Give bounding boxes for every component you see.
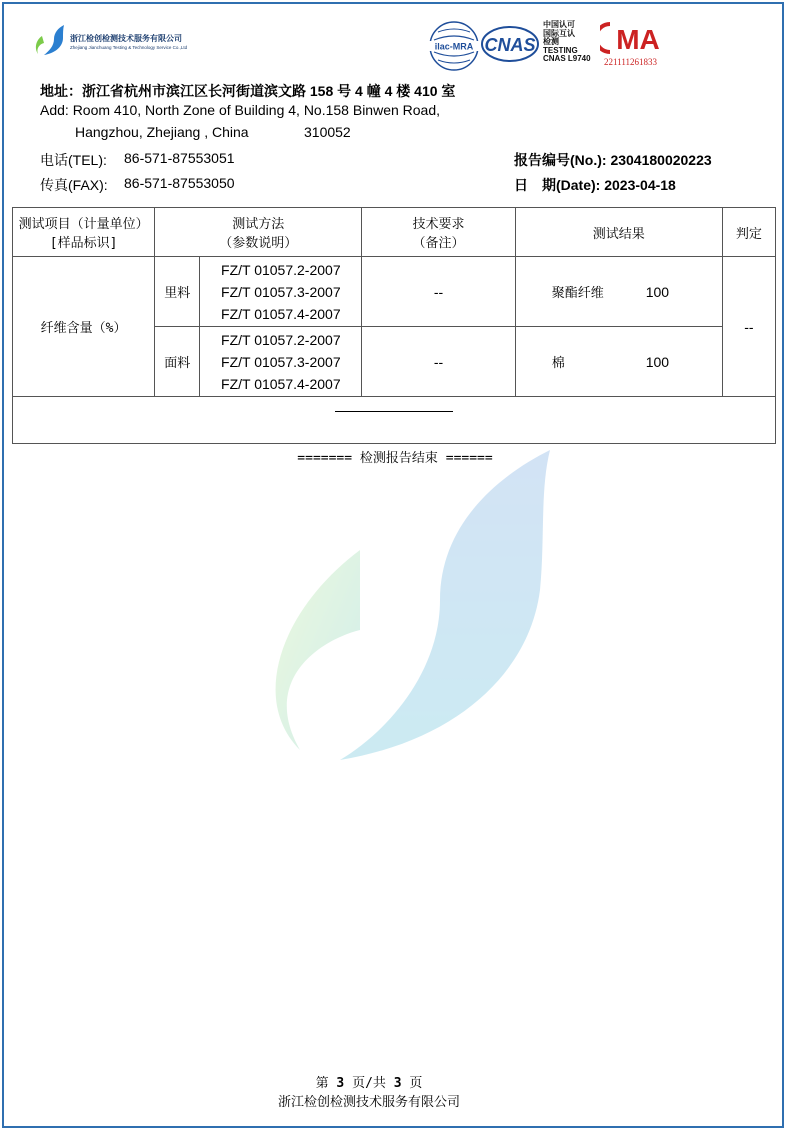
cnas-label: CNAS — [484, 35, 536, 55]
method-cell — [200, 257, 362, 327]
ilac-mra-logo — [428, 20, 480, 72]
cnas-text-line: 检测 — [543, 37, 559, 46]
fiber-name: 棉 — [551, 356, 565, 371]
date-value: 2023-04-18 — [604, 177, 676, 193]
fiber-value: 100 — [645, 354, 670, 370]
header-test-method — [155, 208, 362, 257]
method-standard: FZ/T 01057.2-2007 — [221, 261, 341, 278]
cnas-text-line: 国际互认 — [543, 28, 575, 38]
header-req-line1: 技术要求 — [412, 217, 465, 232]
cnas-text-line: TESTING — [543, 45, 578, 55]
method-standard: FZ/T 01057.2-2007 — [221, 331, 341, 348]
page-prefix: 第 — [315, 1076, 329, 1091]
method-standard: FZ/T 01057.4-2007 — [221, 305, 341, 322]
method-cell — [200, 327, 362, 397]
table-blank-row — [13, 397, 776, 444]
cnas-text-line: CNAS L9740 — [543, 54, 591, 63]
judgement-cell: -- — [722, 257, 775, 397]
company-name-en: Zhejiang Jianchuang Testing & Technology Service Co.,Ltd — [70, 45, 188, 50]
blank-cell — [13, 397, 776, 444]
company-logo-icon — [34, 24, 66, 56]
cnas-logo — [480, 24, 540, 64]
report-no-label — [514, 150, 712, 170]
part-cell: 里料 — [155, 257, 200, 327]
header-method-line1: 测试方法 — [232, 217, 285, 232]
page-mid: 页/共 — [352, 1076, 386, 1091]
fax-label: 传真(FAX): — [40, 177, 108, 193]
report-no-value: 2304180020223 — [610, 152, 712, 168]
report-no-label-text: 报告编号(No.): — [514, 152, 607, 168]
company-name-cn: 浙江检创检测技术服务有限公司 — [70, 34, 182, 43]
watermark-logo — [240, 440, 560, 770]
report-end-text: ======= 检测报告结束 ====== — [297, 451, 493, 466]
fiber-name: 聚酯纤维 — [551, 286, 604, 301]
method-standard: FZ/T 01057.3-2007 — [221, 353, 341, 370]
table-header-row — [13, 208, 776, 257]
header-item-line2: [样品标识] — [49, 236, 118, 251]
date-line — [514, 175, 676, 195]
cma-logo — [600, 20, 666, 56]
method-standard: FZ/T 01057.4-2007 — [221, 375, 341, 392]
part-cell: 面料 — [155, 327, 200, 397]
tel-value: 86-571-87553051 — [124, 150, 235, 166]
result-cell — [515, 257, 722, 327]
page-total: 3 — [393, 1076, 402, 1091]
header-result: 测试结果 — [515, 208, 722, 257]
result-cell — [515, 327, 722, 397]
header-test-item — [13, 208, 155, 257]
date-label: 日 期(Date): — [514, 177, 601, 193]
cnas-text-line: 中国认可 — [543, 20, 575, 29]
header-item-line1: 测试项目（计量单位） — [18, 217, 149, 232]
header-requirement — [362, 208, 515, 257]
tel-label: 电话(TEL): — [40, 152, 107, 168]
fax-value: 86-571-87553050 — [124, 175, 235, 191]
fiber-value: 100 — [645, 284, 670, 300]
footer-company: 浙江检创检测技术服务有限公司 — [277, 1095, 460, 1110]
ilac-label: ilac-MRA — [434, 41, 474, 52]
header-method-line2: （参数说明） — [219, 236, 298, 251]
address-en-line1: Add: Room 410, North Zone of Building 4, No.158 Binwen Road, — [40, 102, 441, 118]
blank-underline — [335, 411, 453, 412]
ma-label: MA — [616, 24, 660, 55]
requirement-cell: -- — [362, 257, 515, 327]
table-row — [13, 257, 776, 327]
postcode: 310052 — [304, 124, 351, 140]
address-en-line2: Hangzhou, Zhejiang , China — [75, 124, 249, 140]
page-suffix: 页 — [409, 1076, 423, 1091]
header-judgement: 判定 — [722, 208, 775, 257]
test-item-cell: 纤维含量（%） — [13, 257, 155, 397]
results-table — [12, 207, 776, 444]
cnas-accreditation-text — [543, 21, 591, 64]
page-number — [0, 1072, 738, 1091]
page-current: 3 — [336, 1076, 345, 1091]
header-req-line2: （备注） — [412, 236, 465, 251]
method-standard: FZ/T 01057.3-2007 — [221, 283, 341, 300]
cma-number: 221111261833 — [604, 57, 657, 67]
address-cn: 地址：浙江省杭州市滨江区长河街道滨文路 158 号 4 幢 4 楼 410 室 — [40, 83, 456, 99]
requirement-cell: -- — [362, 327, 515, 397]
